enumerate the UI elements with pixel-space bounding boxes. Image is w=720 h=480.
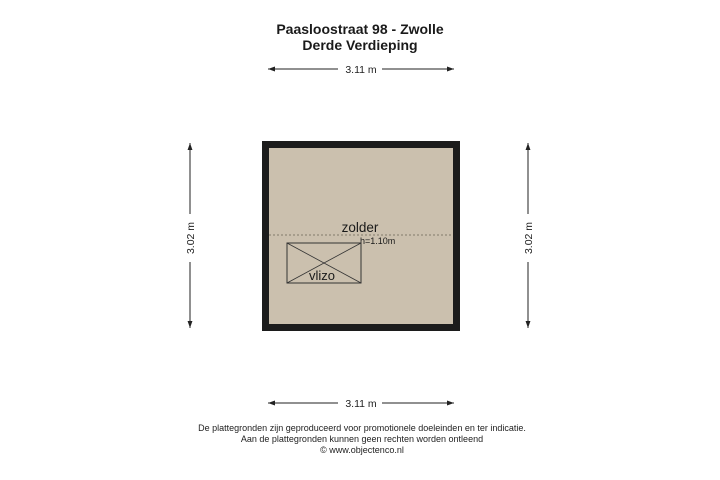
- dimension-left: [185, 143, 197, 328]
- dimension-right-label: 3.02 m: [523, 221, 535, 255]
- disclaimer-line-1: De plattegronden zijn geproduceerd voor promotionele doeleinden en ter indicatie.: [198, 423, 526, 433]
- dimension-top: [268, 64, 454, 76]
- dimension-bottom: [268, 398, 454, 410]
- hatch-label: vlizo: [308, 268, 336, 283]
- copyright-link[interactable]: © www.objectenco.nl: [320, 445, 404, 455]
- dimension-bottom-label: 3.11 m: [345, 398, 377, 410]
- disclaimer-line-2: Aan de plattegronden kunnen geen rechten worden ontleend: [240, 434, 484, 444]
- room-name: zolder: [341, 220, 379, 235]
- dimension-left-label: 3.02 m: [185, 221, 197, 255]
- plan-title: Paasloostraat 98 - Zwolle: [276, 21, 444, 37]
- dimension-right: [523, 143, 535, 328]
- floor-name: Derde Verdieping: [302, 37, 418, 53]
- height-note: h=1.10m: [360, 236, 396, 246]
- dimension-top-label: 3.11 m: [345, 64, 377, 76]
